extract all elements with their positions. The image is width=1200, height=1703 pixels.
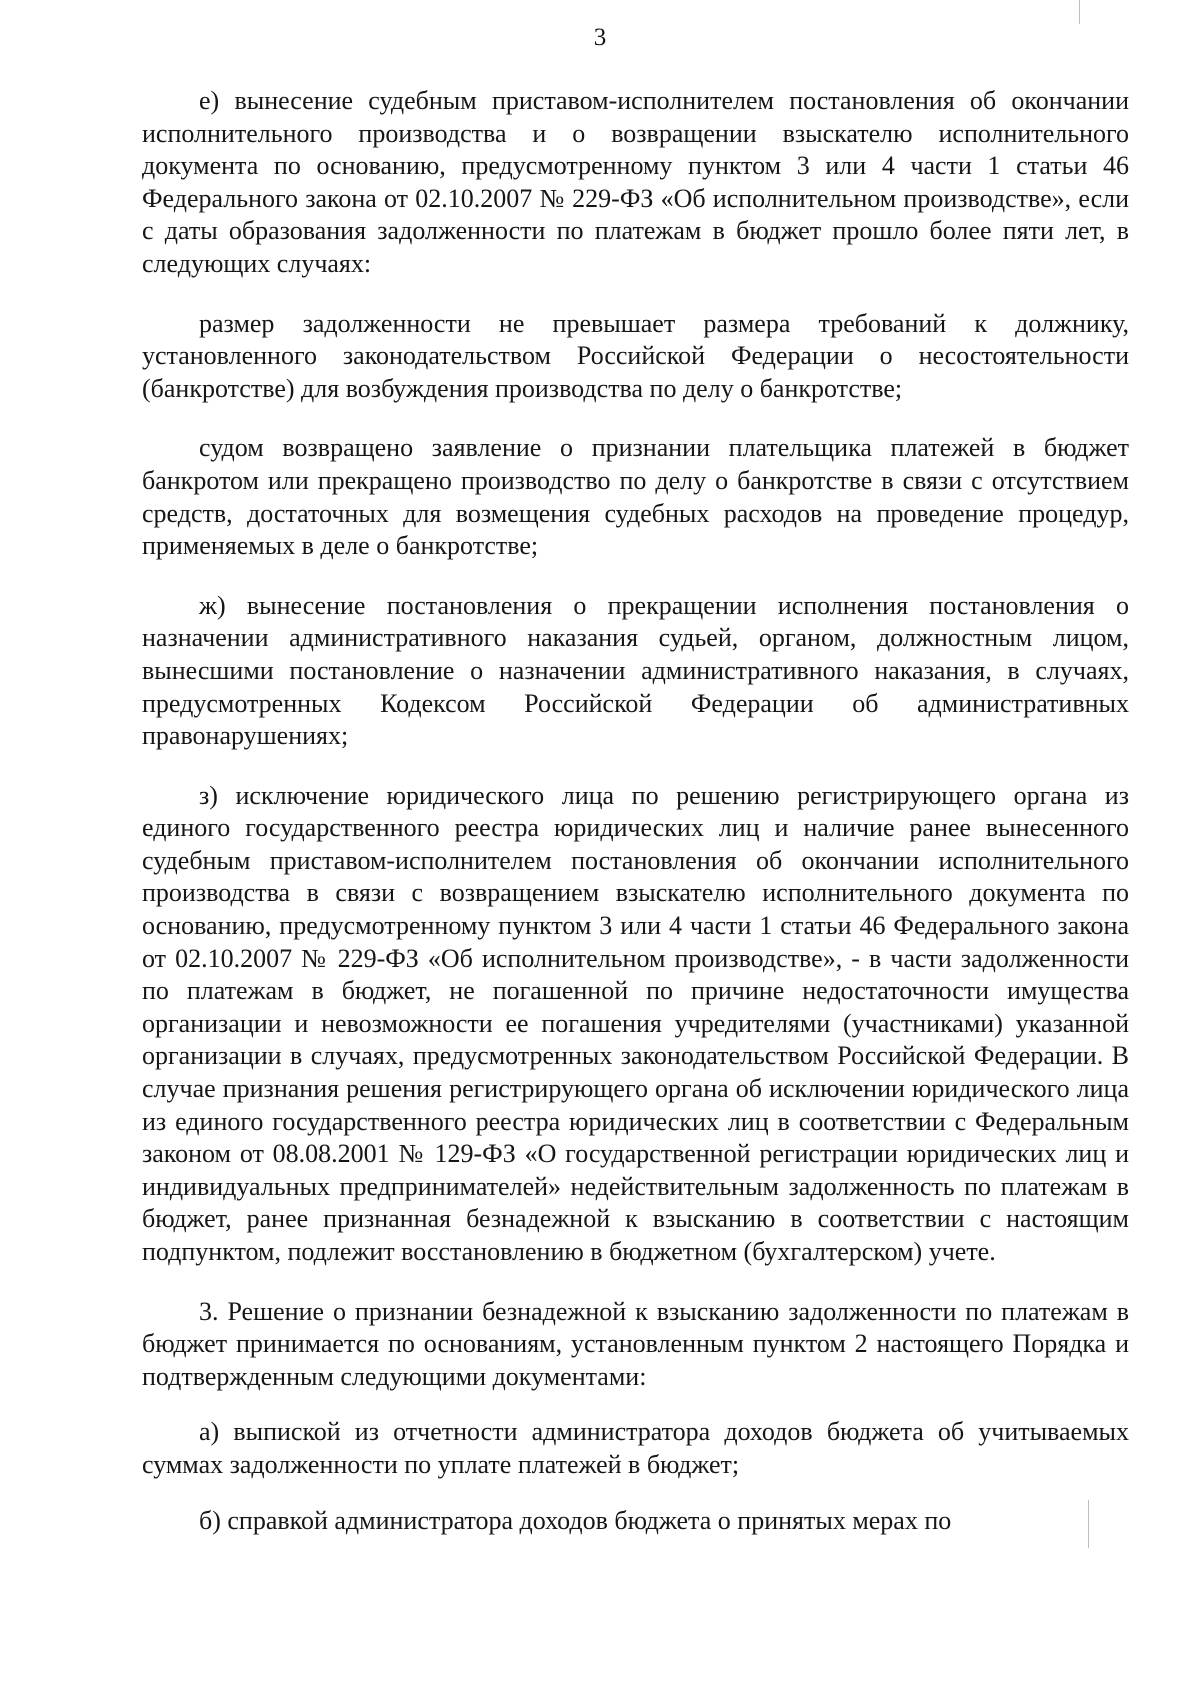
document-body — [142, 85, 1129, 1537]
paragraph-zh: ж) вынесение постановления о прекращении исполнения постановления о назначении административного наказания судьей, органом, должностным лицом, вынесшими постановление о назначении административного наказания, в случаях, предусмотренных Кодексом Российской Федерации об административных правонарушениях; — [142, 590, 1129, 751]
paragraph-3-b: б) справкой администратора доходов бюджета о принятых мерах по — [199, 1505, 952, 1535]
paragraph-z: з) исключение юридического лица по решению регистрирующего органа из единого государственного реестра юридических лиц и наличие ранее вынесенного судебным приставом-исполнителем постановления об окончании исполнительного производства в связи с возвращением взыскателю исполнительного документа по основанию, предусмотренному пунктом 3 или 4 части 1 статьи 46 Федерального закона от 02.10.2007 № 229-ФЗ «Об исполнительном производстве», - в части задолженности по платежам в бюджет, не погашенной по причине недостаточности имущества организации и невозможности ее погашения учредителями (участниками) указанной организации в случаях, предусмотренных законодательством Российской Федерации. В случае признания решения регистрирующего органа об исключении юридического лица из единого государственного реестра юридических лиц в соответствии с Федеральным законом от 08.08.2001 № 129-ФЗ «О государственной регистрации юридических лиц и индивидуальных предпринимателей» недействительным задолженность по платежам в бюджет, ранее признанная безнадежной к взысканию в соответствии с настоящим подпунктом, подлежит восстановлению в бюджетном (бухгалтерском) учете. — [142, 780, 1129, 1266]
paragraph-3-a: а) выпиской из отчетности администратора доходов бюджета об учитываемых суммах задолженности по уплате платежей в бюджет; — [142, 1417, 1129, 1479]
paragraph-e: е) вынесение судебным приставом-исполнителем постановления об окончании исполнительного производства и о возвращении взыскателю исполнительного документа по основанию, предусмотренному пунктом 3 или 4 части 1 статьи 46 Федерального закона от 02.10.2007 № 229-ФЗ «Об исполнительном производстве», если с даты образования задолженности по платежам в бюджет прошло более пяти лет, в следующих случаях: — [142, 86, 1129, 278]
paragraph-3: 3. Решение о признании безнадежной к взысканию задолженности по платежам в бюджет принимается по основаниям, установленным пунктом 2 настоящего Порядка и подтвержденным следующими документами: — [142, 1296, 1129, 1391]
paragraph-e-case-1: размер задолженности не превышает размера требований к должнику, установленного законодательством Российской Федерации о несостоятельности (банкротстве) для возбуждения производства по делу о банкротстве; — [142, 308, 1129, 403]
paragraph-e-case-2: судом возвращено заявление о признании плательщика платежей в бюджет банкротом или прекращено производство по делу о банкротстве в связи с отсутствием средств, достаточных для возмещения судебных расходов на проведение процедур, применяемых в деле о банкротстве; — [142, 433, 1129, 561]
page-number: 3 — [593, 24, 607, 51]
